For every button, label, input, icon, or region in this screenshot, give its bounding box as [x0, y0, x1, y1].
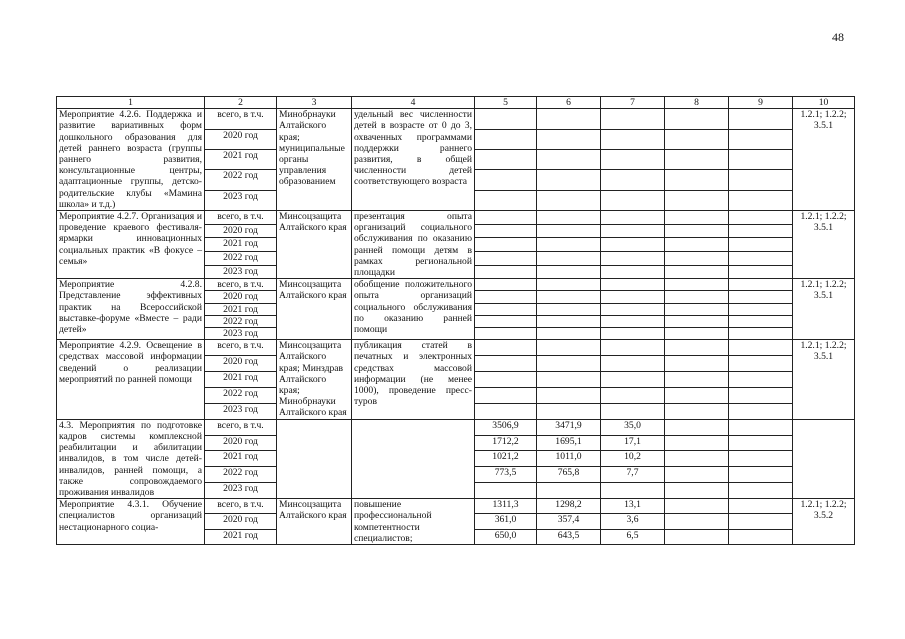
amount-cell — [665, 372, 729, 388]
year-cell: 2020 год — [205, 291, 277, 303]
amount-cell — [601, 356, 665, 372]
year-cell: 2023 год — [205, 328, 277, 340]
amount-cell: 3471,9 — [537, 419, 601, 435]
year-cell: 2020 год — [205, 514, 277, 529]
amount-cell — [665, 387, 729, 403]
amount-cell — [665, 467, 729, 483]
amount-cell — [475, 190, 537, 210]
column-header: 2 — [205, 97, 277, 109]
indicator-cell: публикация статей в печатных и электронных средствах массовой информации (не менее 1000), проведение пресс-туров — [352, 340, 475, 419]
amount-cell: 773,5 — [475, 467, 537, 483]
amount-cell: 35,0 — [601, 419, 665, 435]
amount-cell — [537, 109, 601, 129]
amount-cell — [601, 291, 665, 303]
amount-cell: 3506,9 — [475, 419, 537, 435]
amount-cell — [665, 170, 729, 190]
table-row — [57, 109, 855, 129]
event-name: 4.3. Мероприятия по подготовке кадров системы комплексной реабилитации и абилитации инвалидов, в том числе детей-инвалидов, ранней помощи, а также сопровождаемого проживания инвалидов — [57, 419, 205, 498]
amount-cell — [729, 265, 793, 279]
year-cell: 2023 год — [205, 483, 277, 499]
amount-cell — [665, 403, 729, 419]
year-cell: 2022 год — [205, 467, 277, 483]
amount-cell — [475, 129, 537, 149]
program-table — [56, 96, 855, 545]
amount-cell: 6,5 — [601, 529, 665, 544]
amount-cell — [665, 483, 729, 499]
amount-cell — [537, 149, 601, 169]
amount-cell — [601, 149, 665, 169]
amount-cell — [665, 129, 729, 149]
amount-cell — [665, 340, 729, 356]
amount-cell — [601, 372, 665, 388]
code-cell — [793, 419, 855, 498]
amount-cell — [665, 328, 729, 340]
executor-cell: Минсоцзащита Алтайского края — [277, 211, 352, 279]
amount-cell — [729, 238, 793, 252]
amount-cell — [537, 251, 601, 265]
column-header: 8 — [665, 97, 729, 109]
amount-cell — [729, 211, 793, 225]
amount-cell — [601, 340, 665, 356]
amount-cell — [729, 499, 793, 514]
amount-cell — [729, 387, 793, 403]
year-cell: 2021 год — [205, 372, 277, 388]
amount-cell — [729, 514, 793, 529]
page-number: 48 — [832, 30, 844, 44]
amount-cell — [537, 387, 601, 403]
amount-cell — [601, 328, 665, 340]
amount-cell — [601, 315, 665, 327]
amount-cell — [665, 356, 729, 372]
year-cell: 2020 год — [205, 356, 277, 372]
year-cell: всего, в т.ч. — [205, 340, 277, 356]
amount-cell: 1298,2 — [537, 499, 601, 514]
amount-cell — [665, 190, 729, 210]
amount-cell — [729, 467, 793, 483]
year-cell: 2021 год — [205, 303, 277, 315]
column-header: 10 — [793, 97, 855, 109]
amount-cell — [475, 238, 537, 252]
column-header: 7 — [601, 97, 665, 109]
amount-cell — [537, 303, 601, 315]
table-row — [57, 419, 855, 435]
amount-cell — [475, 149, 537, 169]
amount-cell — [665, 419, 729, 435]
table-row — [57, 211, 855, 225]
amount-cell — [729, 170, 793, 190]
amount-cell — [729, 224, 793, 238]
amount-cell — [665, 224, 729, 238]
amount-cell — [729, 340, 793, 356]
amount-cell: 765,8 — [537, 467, 601, 483]
amount-cell — [729, 190, 793, 210]
amount-cell — [537, 238, 601, 252]
amount-cell — [475, 315, 537, 327]
amount-cell — [537, 372, 601, 388]
amount-cell — [601, 224, 665, 238]
amount-cell: 1712,2 — [475, 435, 537, 451]
year-cell: 2021 год — [205, 529, 277, 544]
event-name: Мероприятие 4.2.7. Организация и проведение краевого фестиваля-ярмарки инновационных социальных практик «В фокусе – семья» — [57, 211, 205, 279]
amount-cell — [729, 303, 793, 315]
amount-cell: 10,2 — [601, 451, 665, 467]
column-header: 9 — [729, 97, 793, 109]
amount-cell: 361,0 — [475, 514, 537, 529]
amount-cell — [537, 170, 601, 190]
amount-cell — [601, 170, 665, 190]
amount-cell — [475, 328, 537, 340]
header-row — [57, 97, 855, 109]
amount-cell — [665, 451, 729, 467]
code-cell: 1.2.1; 1.2.2; 3.5.1 — [793, 211, 855, 279]
year-cell: 2023 год — [205, 190, 277, 210]
amount-cell — [665, 435, 729, 451]
amount-cell — [475, 109, 537, 129]
year-cell: 2022 год — [205, 315, 277, 327]
year-cell: 2022 год — [205, 170, 277, 190]
code-cell: 1.2.1; 1.2.2; 3.5.1 — [793, 340, 855, 419]
amount-cell: 650,0 — [475, 529, 537, 544]
amount-cell — [475, 170, 537, 190]
column-header: 3 — [277, 97, 352, 109]
amount-cell — [729, 529, 793, 544]
amount-cell — [475, 387, 537, 403]
amount-cell — [537, 279, 601, 291]
indicator-cell: удельный вес численности детей в возрасте от 0 до 3, охваченных программами поддержки раннего развития, в общей численности детей соответствующего возраста — [352, 109, 475, 211]
year-cell: 2021 год — [205, 451, 277, 467]
amount-cell — [475, 224, 537, 238]
amount-cell — [729, 129, 793, 149]
amount-cell — [475, 483, 537, 499]
column-header: 4 — [352, 97, 475, 109]
amount-cell — [729, 328, 793, 340]
amount-cell — [601, 403, 665, 419]
amount-cell — [729, 435, 793, 451]
year-cell: всего, в т.ч. — [205, 419, 277, 435]
amount-cell — [475, 279, 537, 291]
indicator-cell — [352, 419, 475, 498]
amount-cell: 7,7 — [601, 467, 665, 483]
executor-cell: Минобрнауки Алтайского края; муниципальные органы управления образованием — [277, 109, 352, 211]
amount-cell — [537, 315, 601, 327]
amount-cell — [665, 529, 729, 544]
amount-cell: 643,5 — [537, 529, 601, 544]
amount-cell — [537, 211, 601, 225]
year-cell: всего, в т.ч. — [205, 109, 277, 129]
indicator-cell: презентация опыта организаций социального обслуживания по оказанию ранней помощи детям в рамках региональной площадки — [352, 211, 475, 279]
amount-cell — [729, 403, 793, 419]
amount-cell — [729, 451, 793, 467]
executor-cell: Минсоцзащита Алтайского края — [277, 279, 352, 340]
amount-cell — [729, 109, 793, 129]
amount-cell: 3,6 — [601, 514, 665, 529]
amount-cell — [537, 224, 601, 238]
amount-cell — [601, 109, 665, 129]
amount-cell — [665, 499, 729, 514]
event-name: Мероприятие 4.3.1. Обучение специалистов организаций нестационарного социа- — [57, 499, 205, 545]
event-name: Мероприятие 4.2.9. Освещение в средствах массовой информации сведений о реализации мероприятий по ранней помощи — [57, 340, 205, 419]
year-cell: 2020 год — [205, 224, 277, 238]
executor-cell: Минсоцзащита Алтайского края — [277, 499, 352, 545]
amount-cell — [729, 419, 793, 435]
amount-cell — [729, 356, 793, 372]
year-cell: 2022 год — [205, 251, 277, 265]
year-cell: всего, в т.ч. — [205, 279, 277, 291]
year-cell: всего, в т.ч. — [205, 499, 277, 514]
event-name: Мероприятие 4.2.6. Поддержка и развитие вариативных форм дошкольного образования для детей раннего возраста (группы раннего развития, консультационные центры, адаптационные группы, детско-родительские клубы «Мамина школа» и т.д.) — [57, 109, 205, 211]
amount-cell — [475, 251, 537, 265]
amount-cell — [729, 251, 793, 265]
year-cell: всего, в т.ч. — [205, 211, 277, 225]
year-cell: 2020 год — [205, 129, 277, 149]
amount-cell — [601, 251, 665, 265]
executor-cell — [277, 419, 352, 498]
column-header: 1 — [57, 97, 205, 109]
table-row — [57, 340, 855, 356]
amount-cell — [729, 315, 793, 327]
amount-cell — [475, 265, 537, 279]
amount-cell — [665, 315, 729, 327]
amount-cell: 357,4 — [537, 514, 601, 529]
amount-cell — [601, 279, 665, 291]
amount-cell — [729, 279, 793, 291]
table-row — [57, 279, 855, 291]
amount-cell — [537, 340, 601, 356]
amount-cell — [537, 265, 601, 279]
amount-cell — [537, 129, 601, 149]
amount-cell — [601, 303, 665, 315]
amount-cell — [475, 291, 537, 303]
indicator-cell: повышение профессиональной компетентности специалистов; — [352, 499, 475, 545]
year-cell: 2021 год — [205, 149, 277, 169]
amount-cell — [665, 279, 729, 291]
amount-cell — [665, 149, 729, 169]
amount-cell — [729, 291, 793, 303]
amount-cell — [665, 109, 729, 129]
amount-cell: 17,1 — [601, 435, 665, 451]
code-cell: 1.2.1; 1.2.2; 3.5.1 — [793, 279, 855, 340]
indicator-cell: обобщение положительного опыта организаций социального обслуживания по оказанию ранней помощи — [352, 279, 475, 340]
amount-cell — [665, 238, 729, 252]
amount-cell: 1695,1 — [537, 435, 601, 451]
event-name: Мероприятие 4.2.8. Представление эффективных практик на Всероссийской выставке-форуме «Вместе – ради детей» — [57, 279, 205, 340]
amount-cell — [665, 251, 729, 265]
amount-cell — [537, 356, 601, 372]
amount-cell — [475, 303, 537, 315]
column-header: 6 — [537, 97, 601, 109]
amount-cell — [537, 403, 601, 419]
amount-cell — [601, 238, 665, 252]
amount-cell — [537, 328, 601, 340]
amount-cell — [665, 291, 729, 303]
amount-cell: 13,1 — [601, 499, 665, 514]
year-cell: 2023 год — [205, 403, 277, 419]
amount-cell — [475, 211, 537, 225]
amount-cell — [729, 372, 793, 388]
amount-cell: 1021,2 — [475, 451, 537, 467]
amount-cell — [665, 303, 729, 315]
amount-cell — [601, 387, 665, 403]
amount-cell: 1311,3 — [475, 499, 537, 514]
executor-cell: Минсоцзащита Алтайского края; Минздрав Алтайского края; Минобрнауки Алтайского края — [277, 340, 352, 419]
amount-cell — [601, 129, 665, 149]
year-cell: 2023 год — [205, 265, 277, 279]
year-cell: 2022 год — [205, 387, 277, 403]
amount-cell — [729, 483, 793, 499]
year-cell: 2021 год — [205, 238, 277, 252]
amount-cell: 1011,0 — [537, 451, 601, 467]
code-cell: 1.2.1; 1.2.2; 3.5.1 — [793, 109, 855, 211]
amount-cell — [537, 190, 601, 210]
amount-cell — [729, 149, 793, 169]
amount-cell — [475, 372, 537, 388]
year-cell: 2020 год — [205, 435, 277, 451]
table-row — [57, 499, 855, 514]
amount-cell — [665, 265, 729, 279]
amount-cell — [601, 265, 665, 279]
amount-cell — [475, 356, 537, 372]
amount-cell — [537, 483, 601, 499]
amount-cell — [537, 291, 601, 303]
amount-cell — [601, 483, 665, 499]
amount-cell — [601, 211, 665, 225]
amount-cell — [475, 403, 537, 419]
amount-cell — [475, 340, 537, 356]
column-header: 5 — [475, 97, 537, 109]
code-cell: 1.2.1; 1.2.2; 3.5.2 — [793, 499, 855, 545]
amount-cell — [665, 514, 729, 529]
amount-cell — [665, 211, 729, 225]
amount-cell — [601, 190, 665, 210]
